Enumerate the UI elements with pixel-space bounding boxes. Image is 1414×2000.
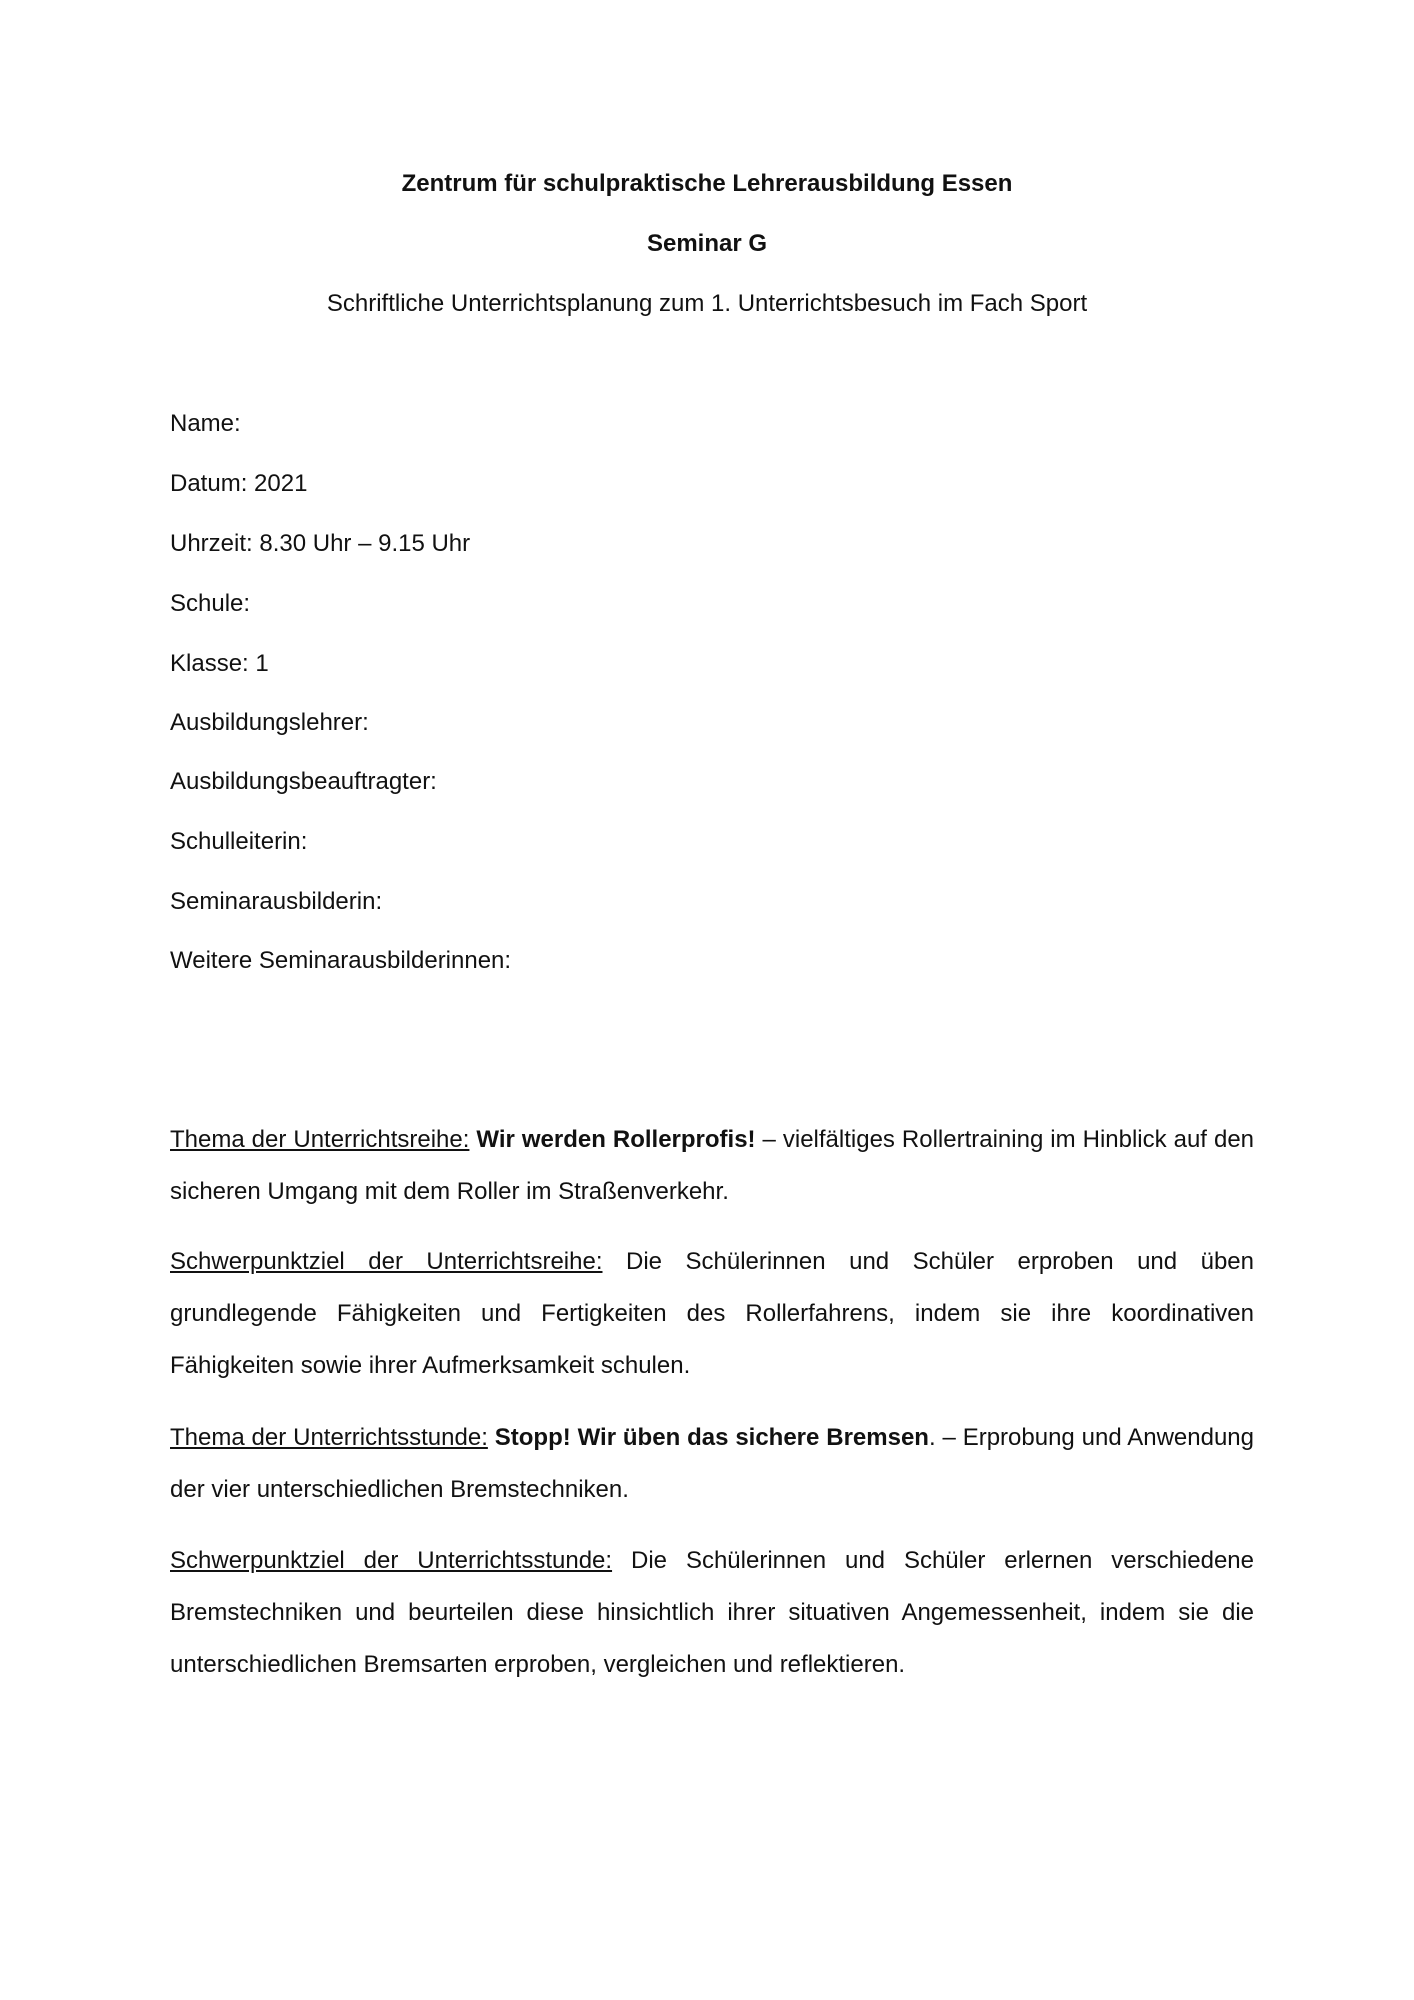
series-topic-text: – vielfältiges Rollertraining im Hinblick auf den sicheren Umgang mit dem Roller im Straßenverkehr. [170,1126,1255,1205]
field-uhrzeit: Uhrzeit: 8.30 Uhr – 9.15 Uhr [170,530,471,557]
field-schulleiterin: Schulleiterin: [170,828,308,855]
field-datum: Datum: 2021 [170,470,308,497]
field-ausbildungslehrer: Ausbildungslehrer: [170,709,369,736]
series-topic-title: Wir werden Rollerprofis! [476,1126,756,1153]
lesson-goal-paragraph [170,1535,1254,1691]
lesson-topic-label: Thema der Unterrichtsstunde: [170,1424,488,1451]
seminar-title: Seminar G [646,230,768,257]
lesson-goal-text: Die Schülerinnen und Schüler erlernen verschiedene Bremstechniken und beurteilen diese hinsichtlich ihrer situativen Angemessenheit, indem sie die unterschiedlichen Bremsarten erproben, vergleichen und reflektieren. [170,1547,1254,1678]
lesson-topic-text: . – Erprobung und Anwendung der vier unterschiedlichen Bremstechniken. [170,1424,1254,1503]
lesson-goal-label: Schwerpunktziel der Unterrichtsstunde: [170,1547,613,1574]
series-goal-label: Schwerpunktziel der Unterrichtsreihe: [170,1248,603,1275]
series-topic-paragraph [170,1114,1254,1218]
lesson-topic-title: Stopp! Wir üben das sichere Bremsen [494,1424,929,1451]
document-subtitle: Schriftliche Unterrichtsplanung zum 1. Unterrichtsbesuch im Fach Sport [326,290,1088,317]
field-ausbildungsbeauftragter: Ausbildungsbeauftragter: [170,768,437,795]
series-goal-text: Die Schülerinnen und Schüler erproben und üben grundlegende Fähigkeiten und Fertigkeiten des Rollerfahrens, indem sie ihre koordinativen Fähigkeiten sowie ihrer Aufmerksamkeit schulen. [170,1248,1254,1379]
series-goal-paragraph [170,1236,1254,1392]
lesson-topic-paragraph [170,1412,1254,1516]
field-klasse: Klasse: 1 [170,650,269,677]
series-topic-label: Thema der Unterrichtsreihe: [170,1126,470,1153]
field-schule: Schule: [170,590,251,617]
field-seminarausbilderin: Seminarausbilderin: [170,888,383,915]
field-name: Name: [170,410,241,437]
institution-title: Zentrum für schulpraktische Lehrerausbildung Essen [401,170,1013,197]
field-weitere-seminarausbilderinnen: Weitere Seminarausbilderinnen: [170,947,512,974]
